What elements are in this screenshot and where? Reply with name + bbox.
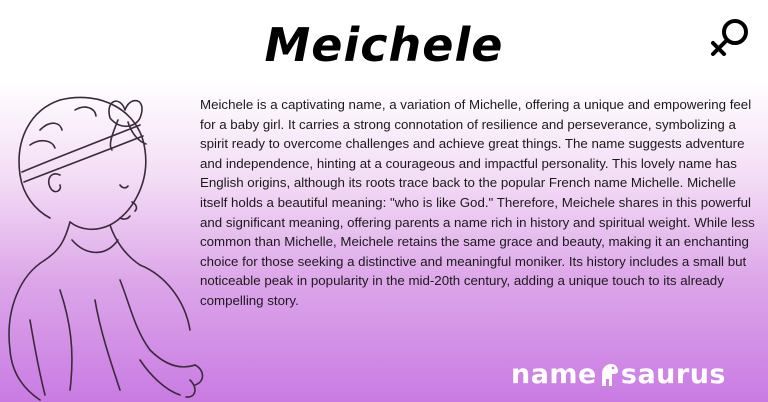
page-title: Meichele	[264, 18, 504, 72]
brand-suffix: saurus	[620, 359, 726, 390]
dinosaur-icon	[598, 362, 620, 388]
baby-girl-illustration	[0, 90, 215, 402]
female-symbol-icon	[708, 16, 752, 60]
name-description: Meichele is a captivating name, a variation of Michelle, offering a unique and empowering feel for a baby girl. It carries a strong connotation of resilience and perseverance, symbolizing a spirit ready to overcome challenges and achieve great things. The name suggests adventure and independence, hinting at a courageous and impactful personality. This lovely name has English origins, although its roots trace back to the popular French name Michelle. Michelle itself holds a beautiful meaning: "who is like God." Therefore, Meichele shares in this powerful and significant meaning, offering parents a name rich in history and spiritual weight. While less common than Michelle, Meichele retains the same grace and beauty, making it an enchanting choice for those seeking a distinctive and meaningful moniker. Its history includes a small but noticeable peak in popularity in the mid-20th century, adding a unique touch to its already compelling story.	[200, 97, 755, 308]
brand-logo[interactable]	[511, 359, 726, 390]
brand-prefix: name	[510, 359, 597, 390]
